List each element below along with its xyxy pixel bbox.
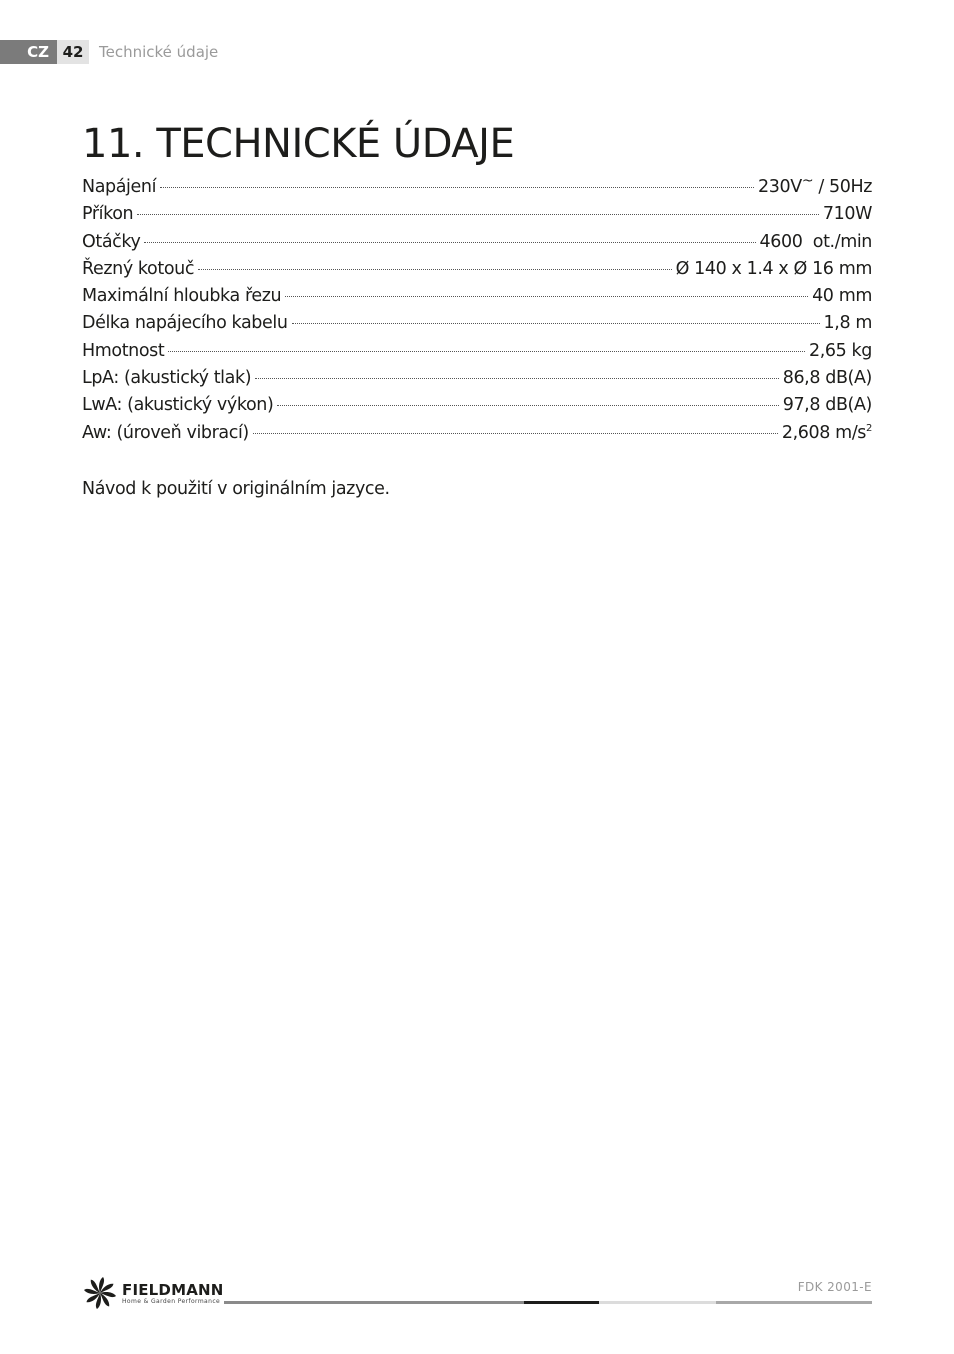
spec-value: 40 mm [812, 286, 872, 307]
leader-dots [144, 242, 755, 243]
spec-label: LwA: (akustický výkon) [82, 395, 274, 416]
page-number: 42 [57, 40, 89, 64]
brand-name: FIELDMANN [122, 1280, 224, 1299]
spec-label: Maximální hloubka řezu [82, 286, 282, 307]
ac-tilde-icon: ~ [801, 173, 814, 189]
spec-value: 2,608 $m/s^2$ [781, 422, 872, 443]
footer-rule-segment [524, 1301, 599, 1304]
leader-dots [137, 214, 819, 215]
spec-label: Délka napájecího kabelu [82, 313, 288, 334]
spec-value: 710W [822, 204, 872, 225]
leader-dots [168, 351, 805, 352]
spec-row-sound-power [82, 395, 872, 422]
leader-dots [255, 378, 779, 379]
spec-row-vibration [82, 423, 872, 450]
leader-dots [277, 405, 778, 406]
brand-logo [82, 1276, 224, 1310]
spec-label: LpA: (akustický tlak) [82, 368, 252, 389]
brand-tagline: Home & Garden Performance [122, 1297, 221, 1305]
page-title: 11. TECHNICKÉ ÚDAJE [82, 121, 515, 167]
spec-label: Napájení [82, 177, 157, 197]
leader-dots [253, 433, 778, 434]
spec-value: 230V~ / 50Hz [758, 173, 872, 197]
spec-value: 2,65 kg [809, 340, 872, 361]
spec-value: 1,8 m [823, 313, 872, 334]
spec-row-sound-pressure [82, 368, 872, 395]
spec-row-power-input [82, 204, 872, 231]
spec-value: Ø 140 x 1.4 x Ø 16 mm [675, 258, 872, 279]
footer-rule-segment [599, 1301, 716, 1304]
spec-row-power-supply [82, 173, 872, 204]
language-tab: CZ [0, 40, 57, 64]
spec-label: Řezný kotouč [82, 258, 195, 279]
footer-rule-segment [224, 1301, 524, 1304]
spec-row-cut-depth [82, 286, 872, 313]
spec-row-speed [82, 232, 872, 259]
footer-rule-segment [716, 1301, 872, 1304]
fan-leaf-icon [82, 1276, 118, 1310]
spec-label: Aw: (úroveň vibrací) [82, 422, 249, 443]
spec-row-blade [82, 259, 872, 286]
spec-value: 97,8 dB(A) [782, 395, 872, 416]
spec-label: Otáčky [82, 231, 141, 252]
spec-row-cable-length [82, 313, 872, 340]
spec-label: Hmotnost [82, 340, 165, 361]
leader-dots [285, 296, 808, 297]
leader-dots [292, 323, 820, 324]
spec-list [82, 173, 872, 450]
superscript: 2 [866, 422, 872, 434]
spec-value: 4600 ot./min [759, 231, 872, 252]
spec-value: 86,8 dB(A) [782, 368, 872, 389]
leader-dots [160, 187, 754, 188]
spec-label: Příkon [82, 204, 134, 225]
original-language-note: Návod k použití v originálním jazyce. [82, 479, 390, 499]
model-number: FDK 2001-E [797, 1280, 872, 1294]
leader-dots [198, 269, 672, 270]
spec-row-weight [82, 341, 872, 368]
page-header [0, 40, 218, 64]
brand-text [122, 1282, 224, 1305]
header-section-title: Technické údaje [99, 43, 219, 61]
